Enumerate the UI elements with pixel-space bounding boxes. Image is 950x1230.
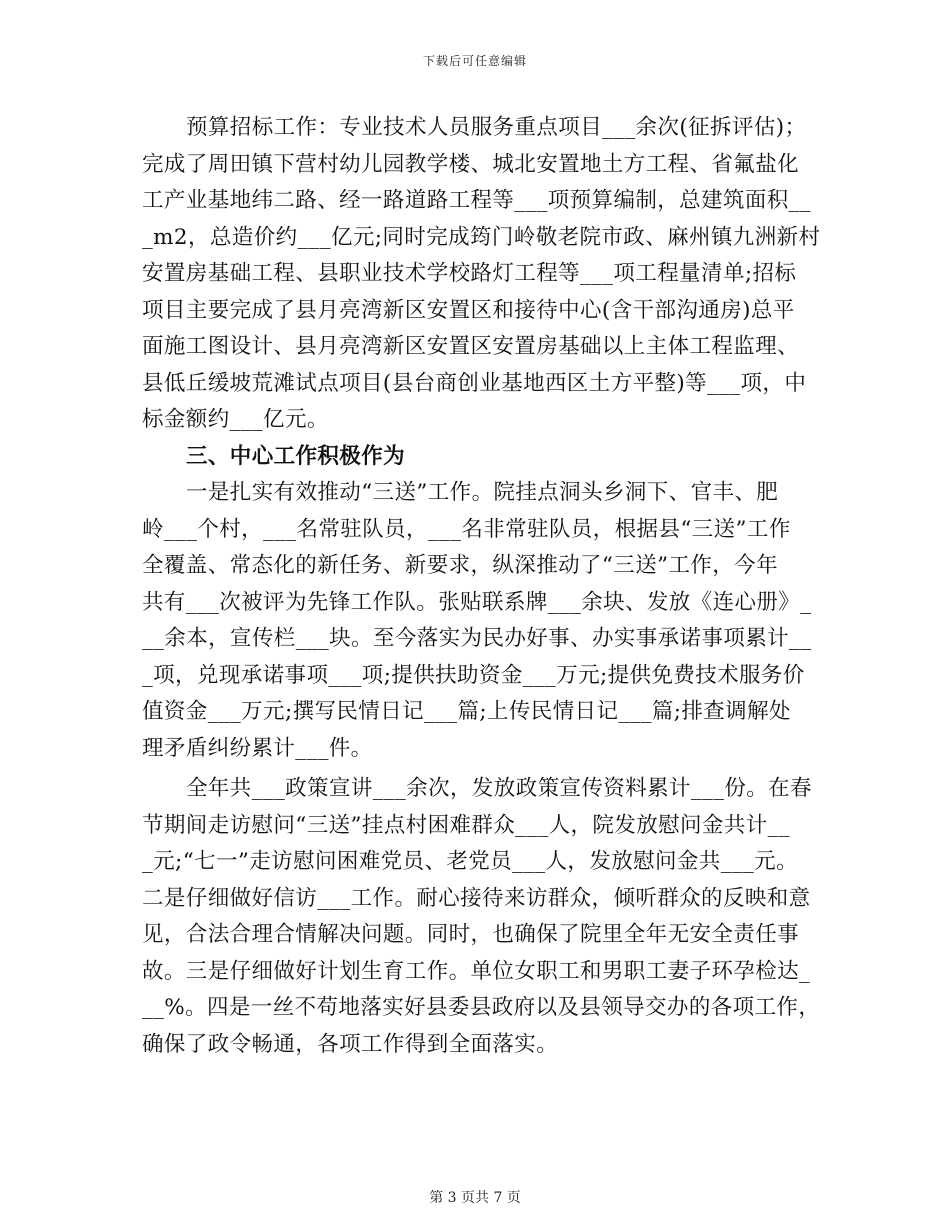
text-line: 完成了周田镇下营村幼儿园教学楼、城北安置地土方工程、省氟盐化: [142, 151, 800, 177]
text-line: 项目主要完成了县月亮湾新区安置区和接待中心(含干部沟通房)总平: [142, 297, 795, 323]
text-line: 县低丘缓坡荒滩试点项目(县台商创业基地西区土方平整)等___项，中: [142, 370, 807, 396]
text-line: 岭___个村，___名常驻队员，___名非常驻队员，根据县“三送”工作: [142, 516, 791, 542]
text-line: 安置房基础工程、县职业技术学校路灯工程等___项工程量清单;招标: [142, 261, 797, 286]
text-line: 见，合法合理合情解决问题。同时，也确保了院里全年无安全责任事: [142, 922, 800, 947]
text-line: 值资金___万元;撰写民情日记___篇;上传民情日记___篇;排查调解处: [142, 699, 791, 724]
text-line: 一是扎实有效推动“三送”工作。院挂点洞头乡洞下、官丰、肥: [186, 480, 779, 505]
text-line: 全年共___政策宣讲___余次，发放政策宣传资料累计___份。在春: [186, 776, 812, 801]
section-heading: 三、中心工作积极作为: [186, 443, 406, 469]
text-line: 故。三是仔细做好计划生育工作。单位女职工和男职工妻子环孕检达_: [142, 958, 811, 984]
paragraph-policy-outreach: [142, 771, 821, 1063]
text-line: 节期间走访慰问“三送”挂点村困难群众___人，院发放慰问金共计__: [142, 812, 790, 838]
text-line: __%。四是一丝不苟地落实好县委县政府以及县领导交办的各项工作，: [142, 995, 821, 1020]
paragraph-three-send-work: [142, 475, 810, 767]
text-line: 理矛盾纠纷累计___件。: [142, 735, 373, 761]
text-line: __余本，宣传栏___块。至今落实为民办好事、办实事承诺事项累计__: [142, 626, 812, 651]
text-line: 预算招标工作：专业技术人员服务重点项目___余次(征拆评估)；: [186, 115, 807, 140]
text-line: 全覆盖、常态化的新任务、新要求，纵深推动了“三送”工作，今年: [142, 553, 778, 578]
text-line: _m2，总造价约___亿元;同时完成筠门岭敬老院市政、麻州镇九洲新村: [142, 224, 821, 250]
paragraph-budget-bidding: [142, 110, 821, 439]
text-line: _元;“七一”走访慰问困难党员、老党员___人，发放慰问金共___元。: [142, 849, 798, 874]
text-line: 确保了政令畅通，各项工作得到全面落实。: [142, 1031, 559, 1057]
text-line: 面施工图设计、县月亮湾新区安置区安置房基础以上主体工程监理、: [142, 334, 800, 359]
page-number: 第 3 页共 7 页: [429, 1190, 521, 1206]
text-line: 共有___次被评为先锋工作队。张贴联系牌___余块、发放《连心册》_: [142, 589, 812, 615]
document-body: [142, 110, 821, 1063]
text-line: 工产业基地纬二路、经一路道路工程等___项预算编制，总建筑面积__: [142, 188, 811, 213]
text-line: 二是仔细做好信访___工作。耐心接待来访群众，倾听群众的反映和意: [142, 885, 811, 911]
text-line: _项，兑现承诺事项___项;提供扶助资金___万元;提供免费技术服务价: [142, 662, 805, 688]
page-header: 下载后可任意编辑: [422, 54, 527, 68]
text-line: 标金额约___亿元。: [142, 407, 329, 432]
